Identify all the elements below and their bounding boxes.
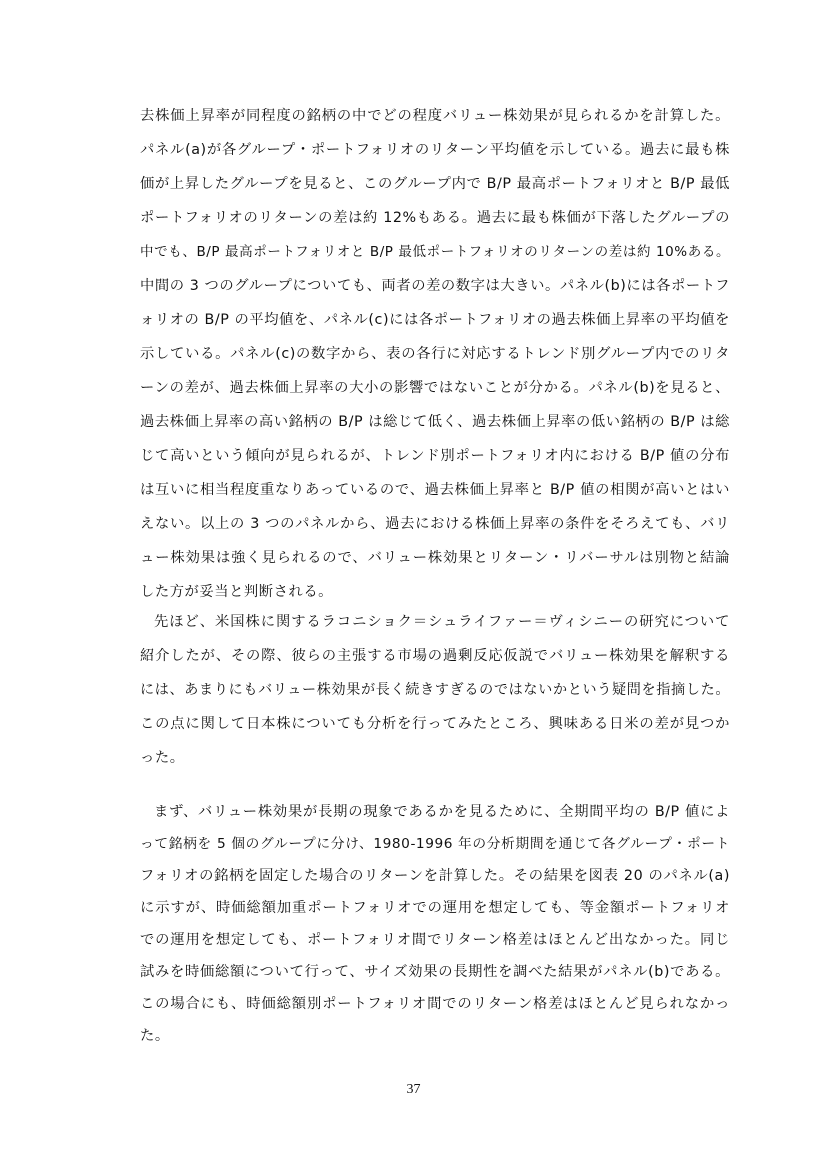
text-line: ォリオの B/P の平均値を、パネル(c)には各ポートフォリオの過去株価上昇率の平均値を	[140, 312, 730, 328]
text-line: った。	[140, 750, 185, 766]
text-line: じて高いという傾向が見られるが、トレンド別ポートフォリオ内における B/P 値の分布	[140, 448, 730, 464]
text-line: 価が上昇したグループを見ると、このグループ内で B/P 最高ポートフォリオと B/P 最低	[140, 176, 730, 192]
text-line: た。	[140, 1028, 170, 1044]
text-line: 中間の 3 つのグループについても、両者の差の数字は大きい。パネル(b)には各ポートフ	[140, 278, 730, 294]
text-line: は互いに相当程度重なりあっているので、過去株価上昇率と B/P 値の相関が高いとはい	[140, 482, 730, 498]
text-line: には、あまりにもバリュー株効果が長く続きすぎるのではないかという疑問を指摘した。	[140, 682, 730, 698]
text-line: ュー株効果は強く見られるので、バリュー株効果とリターン・リバーサルは別物と結論	[140, 550, 730, 566]
text-line: 試みを時価総額について行って、サイズ効果の長期性を調べた結果がパネル(b)である。	[140, 964, 730, 980]
text-line: ーンの差が、過去株価上昇率の大小の影響ではないことが分かる。パネル(b)を見ると、	[140, 380, 730, 396]
text-line: フォリオの銘柄を固定した場合のリターンを計算した。その結果を図表 20 のパネル(a)	[140, 868, 730, 884]
page-number: 37	[406, 1082, 421, 1097]
text-line: パネル(a)が各グループ・ポートフォリオのリターン平均値を示している。過去に最も株	[140, 142, 730, 158]
text-line: に示すが、時価総額加重ポートフォリオでの運用を想定しても、等金額ポートフォリオ	[140, 900, 730, 916]
text-line: 過去株価上昇率の高い銘柄の B/P は総じて低く、過去株価上昇率の低い銘柄の B/P は総	[140, 414, 730, 430]
text-line: この場合にも、時価総額別ポートフォリオ間でのリターン格差はほとんど見られなかっ	[140, 996, 730, 1012]
text-line: での運用を想定しても、ポートフォリオ間でリターン格差はほとんど出なかった。同じ	[140, 932, 730, 948]
text-line: 先ほど、米国株に関するラコニショク＝シュライファー＝ヴィシニーの研究について	[154, 614, 730, 630]
text-line: えない。以上の 3 つのパネルから、過去における株価上昇率の条件をそろえても、バリ	[140, 516, 730, 532]
text-line: ポートフォリオのリターンの差は約 12%もある。過去に最も株価が下落したグループの	[140, 210, 730, 226]
text-line: 中でも、B/P 最高ポートフォリオと B/P 最低ポートフォリオのリターンの差は約 10%ある。	[140, 244, 730, 260]
text-line: って銘柄を 5 個のグループに分け、1980-1996 年の分析期間を通じて各グループ・ポート	[140, 836, 730, 852]
text-line: した方が妥当と判断される。	[140, 584, 334, 600]
text-line: 去株価上昇率が同程度の銘柄の中でどの程度バリュー株効果が見られるかを計算した。	[140, 108, 730, 124]
text-line: まず、バリュー株効果が長期の現象であるかを見るために、全期間平均の B/P 値によ	[154, 804, 730, 820]
text-line: 示している。パネル(c)の数字から、表の各行に対応するトレンド別グループ内でのリタ	[140, 346, 730, 362]
text-line: この点に関して日本株についても分析を行ってみたところ、興味ある日米の差が見つか	[140, 716, 730, 732]
text-line: 紹介したが、その際、彼らの主張する市場の過剰反応仮説でバリュー株効果を解釈する	[140, 648, 730, 664]
